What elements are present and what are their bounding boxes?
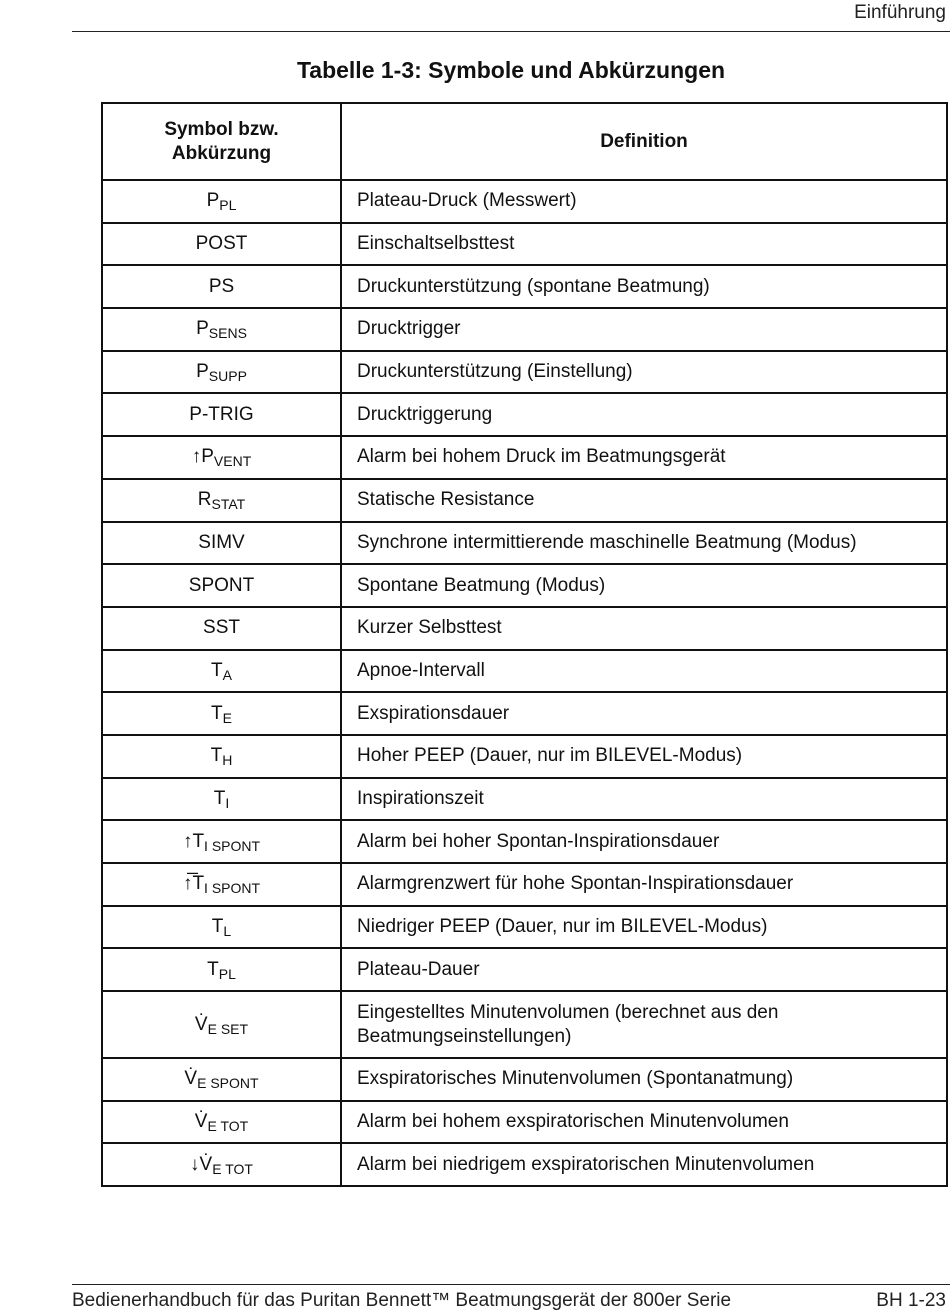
table-row [102,735,947,778]
symbol-subscript: E TOT [212,1160,253,1177]
symbol-base: P-TRIG [189,403,254,425]
symbol-cell [102,223,341,266]
symbol-base: SIMV [198,531,245,553]
definition-cell: Drucktrigger [341,308,947,351]
table-row [102,1101,947,1144]
symbol-subscript: E SPONT [197,1075,259,1092]
definition-cell: Druckunterstützung (spontane Beatmung) [341,265,947,308]
table-row [102,522,947,565]
symbol-subscript: I [225,794,230,811]
symbol-prefix: ↓ [190,1153,200,1175]
symbol-cell [102,778,341,821]
symbol-base: T [211,702,223,724]
symbol-base: SST [203,617,240,639]
symbol-subscript: PL [218,965,236,982]
definition-cell: Alarm bei niedrigem exspiratorischen Minutenvolumen [341,1143,947,1186]
table-row [102,650,947,693]
symbol-cell [102,948,341,991]
symbol-subscript: L [223,923,232,940]
symbol-cell [102,1058,341,1101]
symbol-subscript: SENS [208,325,247,342]
definition-cell: Inspirationszeit [341,778,947,821]
table-row [102,479,947,522]
table-header-row [102,103,947,180]
symbol-cell [102,564,341,607]
symbol-subscript: I SPONT [204,880,261,897]
table-row [102,180,947,223]
definition-cell: Alarm bei hohem exspiratorischen Minutenvolumen [341,1101,947,1144]
definition-cell: Plateau-Druck (Messwert) [341,180,947,223]
symbol-cell [102,735,341,778]
definition-cell: Alarmgrenzwert für hohe Spontan-Inspirationsdauer [341,863,947,906]
symbol-prefix: ↑ [182,830,193,852]
symbol-base: T [211,916,224,938]
table-row [102,1058,947,1101]
definition-cell: Druckunterstützung (Einstellung) [341,351,947,394]
definition-cell: Hoher PEEP (Dauer, nur im BILEVEL-Modus) [341,735,947,778]
symbol-subscript: H [222,752,233,769]
table-row [102,948,947,991]
symbol-base: POST [195,233,248,255]
definition-cell: Exspirationsdauer [341,692,947,735]
definition-cell: Alarm bei hoher Spontan-Inspirationsdauer [341,820,947,863]
definition-cell: Alarm bei hohem Druck im Beatmungsgerät [341,436,947,479]
definition-cell: Plateau-Dauer [341,948,947,991]
symbol-base: T [207,958,219,980]
table-row [102,223,947,266]
table-row [102,265,947,308]
table-row [102,692,947,735]
definition-cell: Apnoe-Intervall [341,650,947,693]
symbol-cell [102,522,341,565]
symbol-base: T [192,830,205,852]
table-row [102,1143,947,1186]
symbol-subscript: E TOT [207,1118,249,1135]
table-row [102,991,947,1058]
symbol-subscript: E [222,709,232,726]
symbol-base: P [206,190,220,212]
symbol-base: V̇ [194,1013,208,1035]
symbol-base: V̇ [199,1153,213,1175]
symbol-cell [102,180,341,223]
symbol-base: P [196,318,209,340]
symbol-base: T [213,787,226,809]
symbol-cell [102,308,341,351]
symbol-subscript: I SPONT [204,837,261,854]
symbol-base: T [211,659,223,681]
symbol-cell [102,1143,341,1186]
definition-cell: Eingestelltes Minutenvolumen (berechnet aus den Beatmungseinstellungen) [341,991,947,1058]
page-number: BH 1-23 [876,1290,946,1311]
symbol-base: T [210,745,223,767]
symbol-subscript: SUPP [208,368,247,385]
definition-cell: Spontane Beatmung (Modus) [341,564,947,607]
definition-cell: Statische Resistance [341,479,947,522]
symbol-subscript: E SET [207,1020,249,1037]
table-row [102,906,947,949]
symbol-subscript: VENT [213,453,252,470]
symbol-base: P [201,446,214,468]
table-row [102,393,947,436]
symbol-cell [102,692,341,735]
symbol-cell [102,991,341,1058]
table-row [102,436,947,479]
symbol-subscript: STAT [211,496,246,513]
definition-cell: Synchrone intermittierende maschinelle Beatmung (Modus) [341,522,947,565]
table-row [102,863,947,906]
table-title: Tabelle 1-3: Symbole und Abkürzungen [296,57,726,83]
footer-rule [72,1284,950,1285]
running-header: Einführung [854,2,946,23]
header-rule [72,31,950,32]
symbol-base: SPONT [188,574,255,596]
symbols-table [101,102,948,1187]
table-row [102,607,947,650]
definition-cell: Kurzer Selbsttest [341,607,947,650]
table-row [102,820,947,863]
symbol-cell [102,820,341,863]
symbol-base: V̇ [194,1111,208,1133]
symbol-base: T [192,873,205,895]
definition-cell: Drucktriggerung [341,393,947,436]
symbol-subscript: A [222,666,232,683]
symbol-base: PS [208,275,235,297]
definition-cell: Niedriger PEEP (Dauer, nur im BILEVEL-Modus) [341,906,947,949]
symbol-cell [102,650,341,693]
symbol-cell [102,607,341,650]
column-header-symbol: Symbol bzw. Abkürzung [102,103,341,180]
symbol-prefix: ↑ [191,446,202,468]
symbol-cell [102,1101,341,1144]
table-row [102,778,947,821]
symbol-subscript: PL [219,197,237,214]
definition-cell: Einschaltselbsttest [341,223,947,266]
symbol-cell [102,265,341,308]
table-row [102,564,947,607]
footer-title: Bedienerhandbuch für das Puritan Bennett™ Beatmungsgerät der 800er Serie [72,1290,732,1311]
symbol-base: P [196,361,209,383]
symbol-base: V̇ [184,1068,198,1090]
symbol-cell [102,863,341,906]
table-row [102,308,947,351]
table-row [102,351,947,394]
symbol-base: R [197,489,212,511]
symbol-cell [102,906,341,949]
symbol-cell [102,479,341,522]
symbol-prefix: ↑̅ [182,873,193,895]
symbol-cell [102,351,341,394]
definition-cell: Exspiratorisches Minutenvolumen (Spontanatmung) [341,1058,947,1101]
column-header-definition: Definition [341,103,947,180]
symbol-cell [102,436,341,479]
symbol-cell [102,393,341,436]
